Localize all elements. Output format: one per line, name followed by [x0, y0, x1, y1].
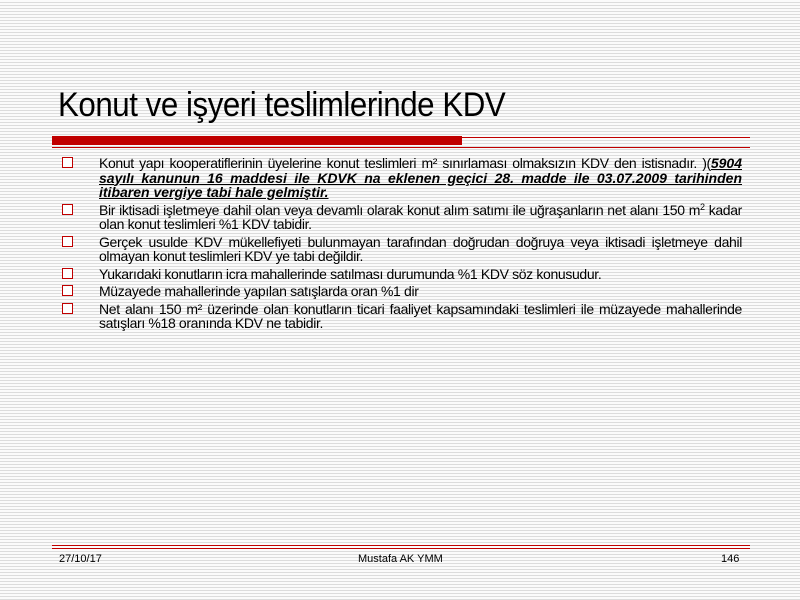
footer-author: Mustafa AK YMM [358, 553, 443, 565]
footer-rule [52, 545, 750, 546]
checkbox-icon [62, 303, 73, 314]
bullet-item [58, 267, 742, 282]
footer-rule-lower [52, 548, 750, 549]
bullet-text-continued: kadar olan konut teslimleri %1 KDV tabidir. [99, 201, 742, 232]
superscript: 2 [700, 201, 705, 212]
checkbox-icon [62, 268, 73, 279]
title-underline-rule-lower [52, 147, 750, 148]
bullet-text: Bir iktisadi işletmeye dahil olan veya devamlı olarak konut alım satımı ile uğraşanların net alanı 150 m [99, 201, 701, 218]
bullet-list [58, 156, 742, 334]
bullet-text: Net alanı 150 m² üzerinde olan konutların ticari faaliyet kapsamındaki teslimleri ile müzayede mahallerinde satışları %18 oranında KDV ne tabidir. [99, 300, 742, 331]
checkbox-icon [62, 157, 73, 168]
bullet-item [58, 156, 742, 200]
checkbox-icon [62, 285, 73, 296]
slide-title: Konut ve işyeri teslimlerinde KDV [58, 86, 506, 124]
title-underline-bar [52, 136, 462, 145]
bullet-text: Konut yapı kooperatiflerinin üyelerine konut teslimleri m² sınırlaması olmaksızın KDV den istisnadır. )( [99, 155, 711, 171]
footer-date: 27/10/17 [59, 553, 102, 565]
bullet-item [58, 302, 742, 331]
bullet-emphasis: 5904 sayılı kanunun 16 maddesi ile KDVK na eklenen geçici 28. madde ile 03.07.2009 tarihinden itibaren vergiye tabi hale gelmiştir. [99, 155, 742, 200]
checkbox-icon [62, 204, 73, 215]
title-underline-rule [462, 137, 750, 138]
bullet-text: Müzayede mahallerinde yapılan satışlarda oran %1 dir [99, 283, 419, 299]
checkbox-icon [62, 236, 73, 247]
bullet-text: Yukarıdaki konutların icra mahallerinde satılması durumunda %1 KDV söz konusudur. [99, 265, 602, 282]
bullet-item [58, 235, 742, 264]
bullet-item [58, 284, 742, 299]
bullet-text: Gerçek usulde KDV mükellefiyeti bulunmayan tarafından doğrudan doğruya veya iktisadi işletmeye dahil olmayan konut teslimleri KDV ye tabi değildir. [99, 233, 742, 264]
page-number: 146 [721, 553, 740, 565]
bullet-item [58, 203, 742, 232]
